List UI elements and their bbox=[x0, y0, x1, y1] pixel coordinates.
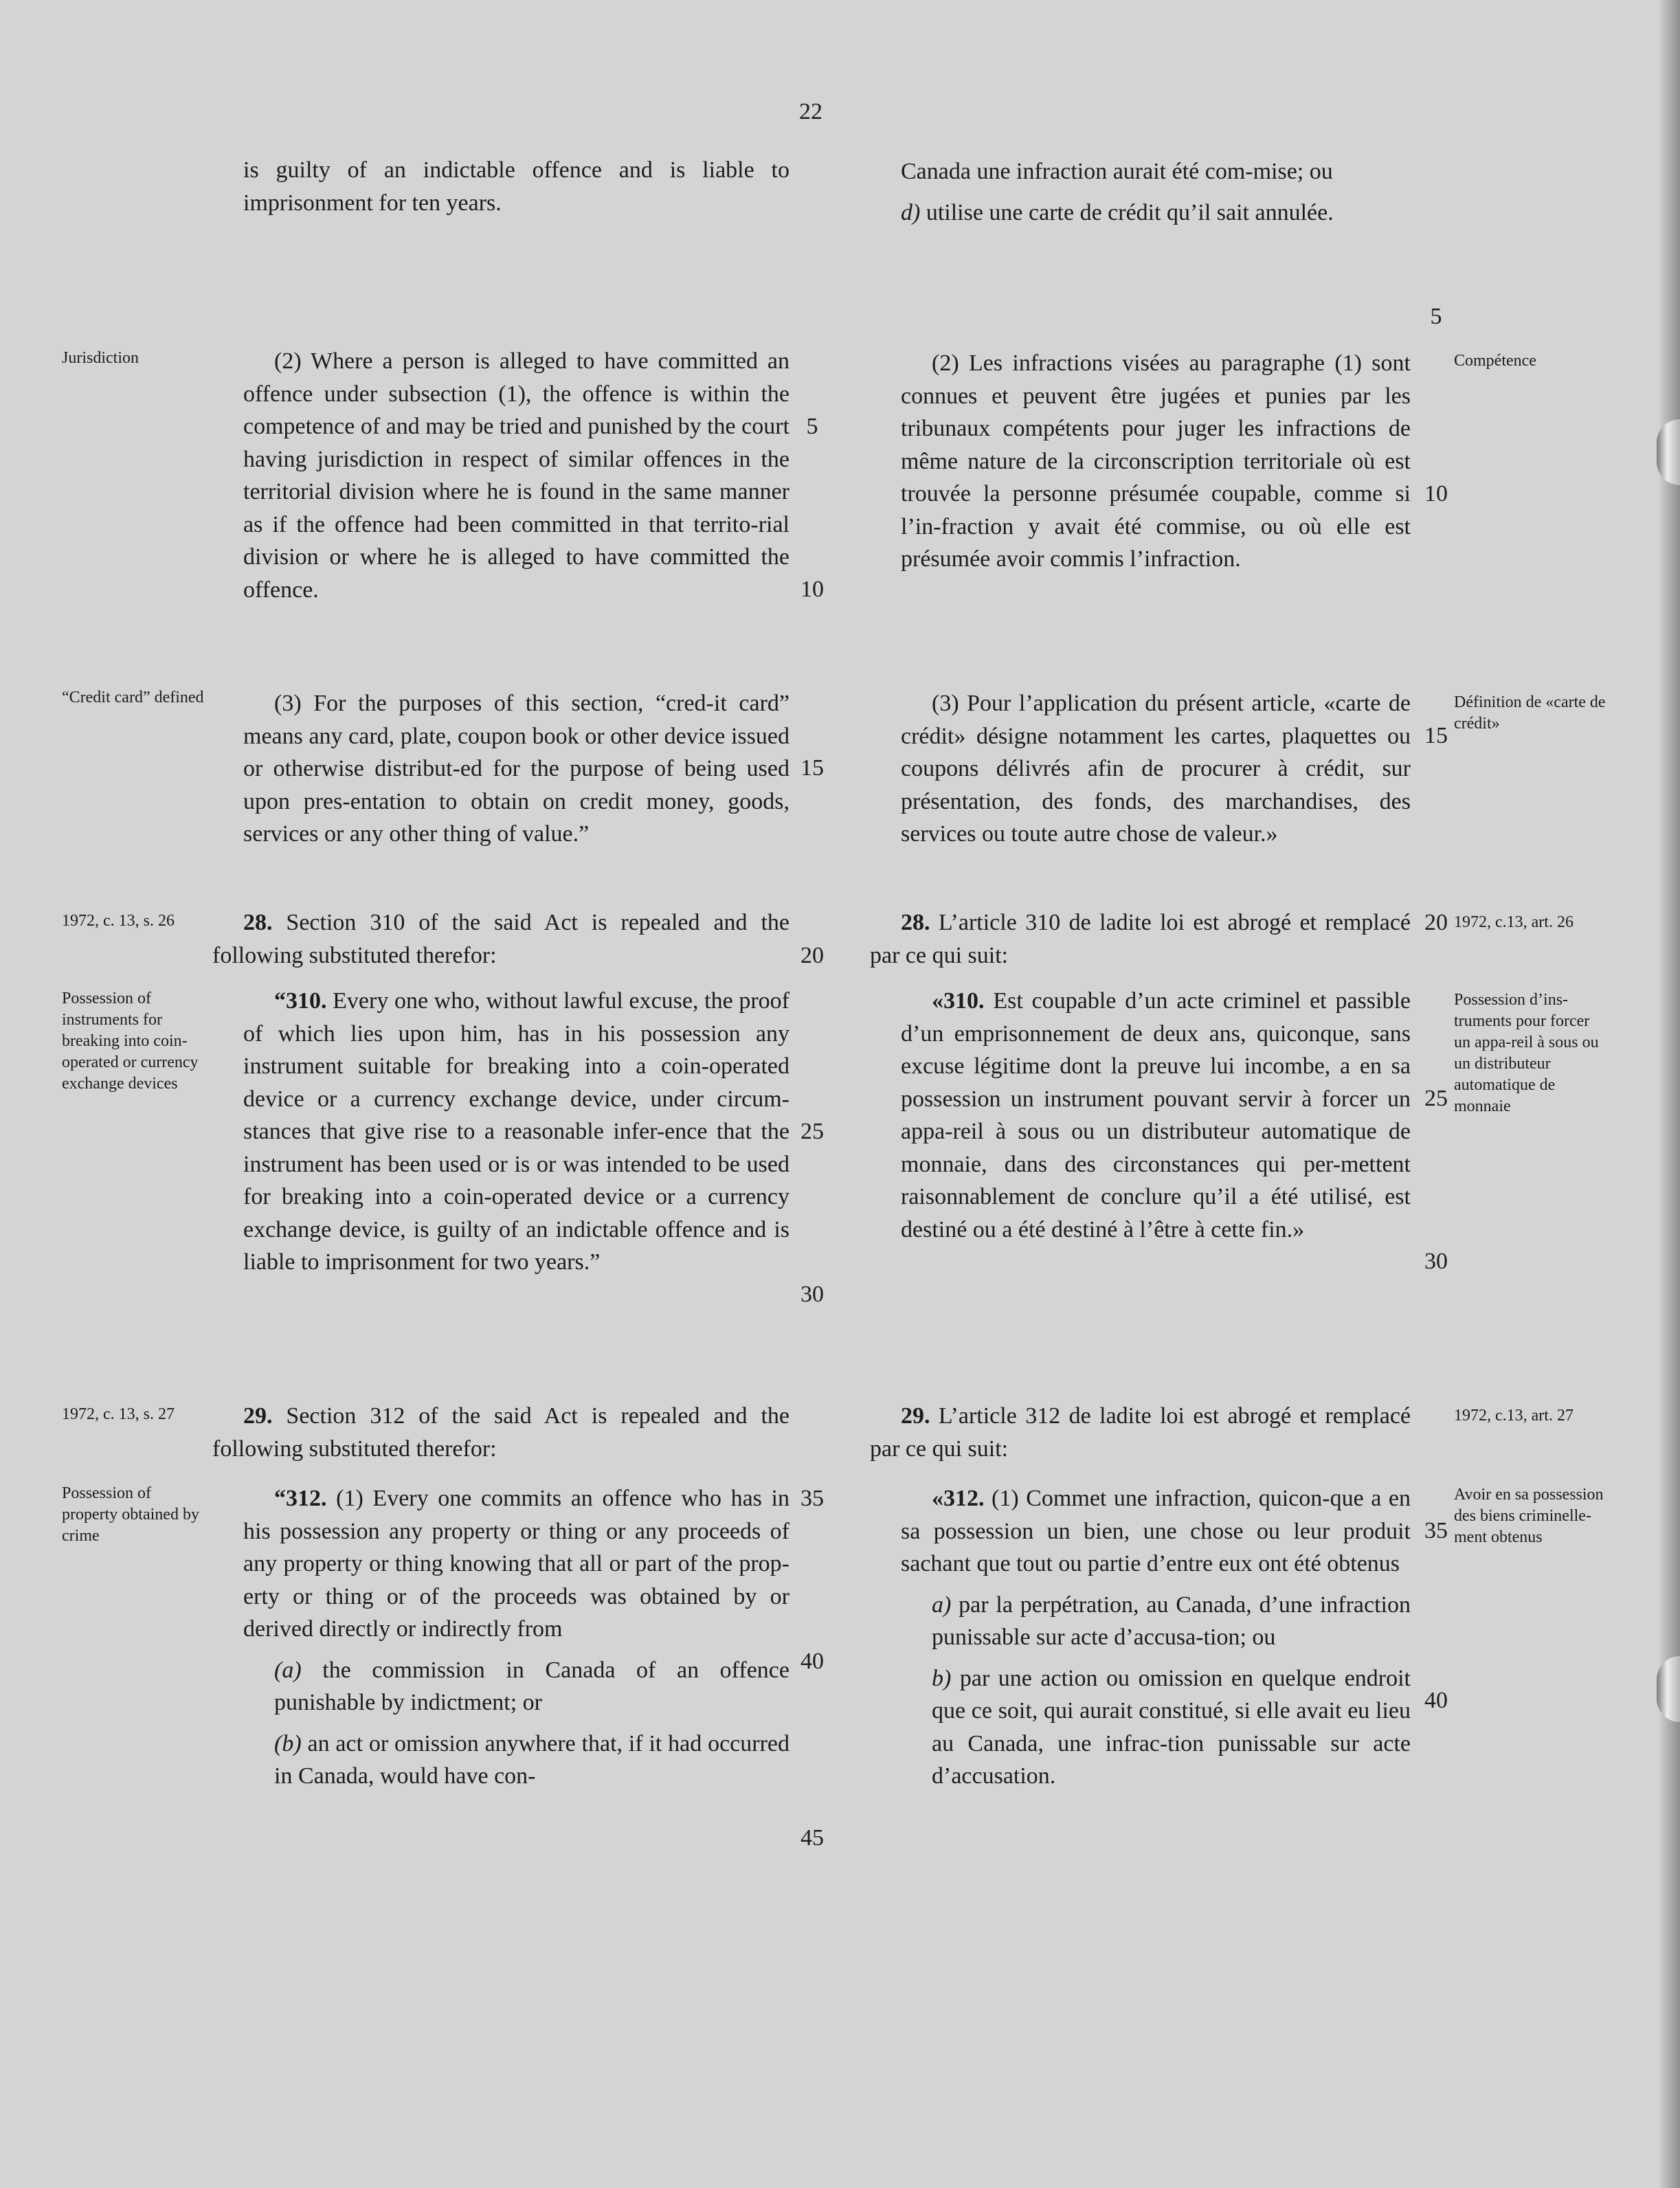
fr-item-b-letter: b) bbox=[932, 1665, 952, 1691]
margin-note-1972-s27: 1972, c. 13, s. 27 bbox=[62, 1405, 175, 1423]
fr-item-d-letter: d) bbox=[901, 199, 921, 225]
fr-section-312-text: (1) Commet une infraction, quicon-que a en sa possession un bien, une chose ou leur produit sachant que tout ou partie d’entre eux ont été obtenus bbox=[901, 1486, 1411, 1576]
page-number: 22 bbox=[799, 99, 822, 124]
line-number: 35 bbox=[800, 1486, 824, 1511]
en-section-312-number: “312. bbox=[274, 1486, 327, 1511]
margin-note-possession-property: Possession of property obtained by crime bbox=[62, 1484, 199, 1545]
line-number: 10 bbox=[1424, 481, 1448, 506]
en-section-28 bbox=[212, 906, 789, 972]
fr-section-312-number: «312. bbox=[932, 1486, 985, 1511]
line-number: 20 bbox=[1424, 910, 1448, 935]
line-number: 15 bbox=[1424, 723, 1448, 748]
en-section-312 bbox=[243, 1482, 789, 1793]
fr-section-29-number: 29. bbox=[901, 1403, 930, 1429]
fr-section-312-main bbox=[901, 1482, 1411, 1581]
fr-item-d bbox=[901, 197, 1411, 230]
line-number: 20 bbox=[800, 943, 824, 968]
en-section-29 bbox=[212, 1400, 789, 1465]
line-number: 45 bbox=[800, 1825, 824, 1851]
en-continuation bbox=[243, 154, 789, 219]
line-number: 40 bbox=[800, 1649, 824, 1674]
line-number: 5 bbox=[806, 414, 818, 439]
fr-section-28-number: 28. bbox=[901, 910, 930, 935]
fr-section-29 bbox=[870, 1400, 1411, 1465]
en-item-a-letter: (a) bbox=[274, 1657, 302, 1683]
margin-note-credit-card: “Credit card” defined bbox=[62, 689, 204, 706]
fr-section-29-text: L’article 312 de ladite loi est abrogé et remplacé par ce qui suit: bbox=[870, 1403, 1411, 1462]
fr-section-28 bbox=[870, 906, 1411, 972]
margin-note-1972-art26: 1972, c.13, art. 26 bbox=[1454, 913, 1573, 931]
en-section-29-text: Section 312 of the said Act is repealed and the following substituted therefor: bbox=[212, 1403, 789, 1462]
en-section-28-text: Section 310 of the said Act is repealed and the following substituted therefor: bbox=[212, 910, 789, 968]
en-item-a bbox=[243, 1654, 789, 1719]
line-number: 10 bbox=[800, 577, 824, 602]
fr-section-312 bbox=[901, 1482, 1411, 1793]
margin-note-possession-instruments-fr: Possession d’ins-truments pour forcer un appa-reil à sous ou un distributeur automatique de monnaie bbox=[1454, 991, 1599, 1115]
fr-item-a-text: par la perpétration, au Canada, d’une infraction punissable sur acte d’accusa-tion; ou bbox=[932, 1592, 1411, 1650]
fr-section-310 bbox=[901, 985, 1411, 1246]
fr-subsection-3: (3) Pour l’application du présent article, «carte de crédit» désigne notamment les cartes, plaquettes ou coupons délivrés afin de procurer à crédit, sur présentation, des fonds, des marchandises, des services ou toute autre chose de valeur.» bbox=[901, 691, 1411, 847]
fr-subsection-2: (2) Les infractions visées au paragraphe (1) sont connues et peuvent être jugées et punies par les tribunaux compétents pour juger les infractions de même nature de la circonscription territoriale où est trouvée la personne présumée coupable, comme si l’in-fraction y avait été commise, ou où elle est présumée avoir commis l’infraction. bbox=[901, 350, 1411, 572]
en-item-b bbox=[243, 1728, 789, 1793]
en-section-29-number: 29. bbox=[243, 1403, 273, 1429]
en-continuation-text: is guilty of an indictable offence and is liable to imprisonment for ten years. bbox=[243, 157, 789, 216]
fr-item-b-text: par une action ou omission en quelque endroit que ce soit, qui aurait constitué, si elle avait eu lieu au Canada, une infrac-tion punissable sur acte d’accusation. bbox=[932, 1665, 1411, 1789]
line-number: 25 bbox=[1424, 1086, 1448, 1111]
en-section-28-number: 28. bbox=[243, 910, 273, 935]
line-number: 15 bbox=[800, 755, 824, 781]
line-number: 40 bbox=[1424, 1688, 1448, 1713]
margin-note-possession-property-fr: Avoir en sa possession des biens criminelle-ment obtenus bbox=[1454, 1486, 1604, 1546]
en-subsection-3: (3) For the purposes of this section, “cred-it card” means any card, plate, coupon book or other device issued or otherwise distribut-ed for the purpose of being used upon pres-entation to obtain on credit money, goods, services or any other thing of value.” bbox=[243, 691, 789, 847]
en-section-310-text: Every one who, without lawful excuse, the proof of which lies upon him, has in his possession any instrument suitable for breaking into a coin-operated device or a currency exchange device, under circum-stances that give rise to a reasonable infer-ence that the instrument has been used or is or was intended to be used for breaking into a coin-operated device or a currency exchange device, is guilty of an indictable offence and is liable to imprisonment for two years.” bbox=[243, 988, 789, 1275]
margin-note-definition: Définition de «carte de crédit» bbox=[1454, 693, 1606, 733]
margin-note-possession-instruments: Possession of instruments for breaking into coin-operated or currency exchange devices bbox=[62, 990, 199, 1093]
fr-continuation bbox=[901, 155, 1411, 229]
en-section-310 bbox=[243, 985, 789, 1279]
line-number: 30 bbox=[800, 1282, 824, 1307]
fr-item-b bbox=[901, 1662, 1411, 1793]
margin-note-competence: Compétence bbox=[1454, 352, 1536, 370]
fr-section-28-text: L’article 310 de ladite loi est abrogé et remplacé par ce qui suit: bbox=[870, 910, 1411, 968]
fr-section-310-number: «310. bbox=[932, 988, 985, 1014]
line-number: 25 bbox=[800, 1119, 824, 1144]
line-number: 30 bbox=[1424, 1249, 1448, 1274]
fr-item-d-text: utilise une carte de crédit qu’il sait annulée. bbox=[920, 199, 1334, 225]
fr-section-310-text: Est coupable d’un acte criminel et passible d’un emprisonnement de deux ans, quiconque, sans excuse légitime dont la preuve lui incombe, a en sa possession un instrument pouvant servir à forcer un appa-reil à sous ou un distributeur automatique de monnaie, dans des circonstances qui per-mettent raisonnablement de conclure qu’il a été utilisé, est destiné ou a été destiné à l’être à cette fin.» bbox=[901, 988, 1411, 1242]
page-edge bbox=[1659, 0, 1680, 2188]
line-number: 5 bbox=[1430, 304, 1442, 329]
en-section-312-text: (1) Every one commits an offence who has in his possession any property or thing or any proceeds of any property or thing knowing that all or part of the prop-erty or thing or of the proceeds was obtained by or derived directly or indirectly from bbox=[243, 1486, 789, 1642]
en-subsection-2: (2) Where a person is alleged to have committed an offence under subsection (1), the offence is within the competence of and may be tried and punished by the court having jurisdiction in respect of similar offences in the territorial division where he is found in the same manner as if the offence had been committed in that territo-rial division or where he is alleged to have committed the offence. bbox=[243, 348, 789, 603]
en-item-b-letter: (b) bbox=[274, 1730, 302, 1756]
margin-note-1972-art27: 1972, c.13, art. 27 bbox=[1454, 1407, 1573, 1425]
en-item-b-text: an act or omission anywhere that, if it had occurred in Canada, would have con- bbox=[274, 1730, 789, 1789]
margin-note-jurisdiction: Jurisdiction bbox=[62, 349, 139, 367]
fr-item-a bbox=[901, 1589, 1411, 1654]
en-section-312-main bbox=[243, 1482, 789, 1646]
en-section-310-number: “310. bbox=[274, 988, 327, 1014]
margin-note-1972-s26: 1972, c. 13, s. 26 bbox=[62, 912, 175, 930]
fr-item-a-letter: a) bbox=[932, 1592, 952, 1618]
en-item-a-text: the commission in Canada of an offence punishable by indictment; or bbox=[274, 1657, 789, 1715]
fr-continuation-text: Canada une infraction aurait été com-mise; ou bbox=[901, 159, 1333, 184]
line-number: 35 bbox=[1424, 1518, 1448, 1543]
